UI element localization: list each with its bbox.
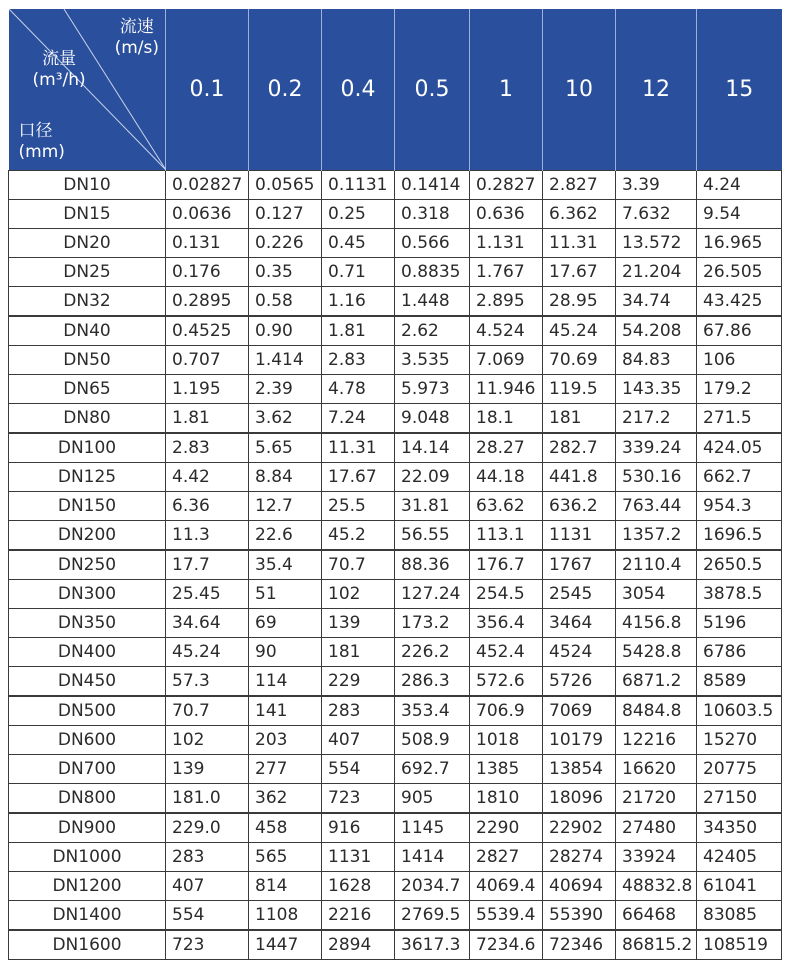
flow-value-cell: 356.4 bbox=[470, 609, 543, 638]
flow-value-cell: 3.39 bbox=[616, 171, 697, 200]
flow-value-cell: 7.24 bbox=[322, 404, 395, 434]
flow-value-cell: 1.195 bbox=[166, 375, 249, 404]
flow-label: 流量 bbox=[42, 49, 77, 69]
flow-value-cell: 8484.8 bbox=[616, 696, 697, 726]
flow-value-cell: 4524 bbox=[543, 638, 616, 667]
flow-value-cell: 2034.7 bbox=[395, 872, 470, 901]
flow-value-cell: 179.2 bbox=[697, 375, 782, 404]
flow-value-cell: 2290 bbox=[470, 813, 543, 843]
flow-value-cell: 13.572 bbox=[616, 229, 697, 258]
flow-value-cell: 3878.5 bbox=[697, 580, 782, 609]
flow-value-cell: 11.3 bbox=[166, 521, 249, 551]
table-row bbox=[9, 755, 782, 784]
flow-value-cell: 5428.8 bbox=[616, 638, 697, 667]
table-row bbox=[9, 696, 782, 726]
flow-value-cell: 21720 bbox=[616, 784, 697, 814]
flow-value-cell: 0.131 bbox=[166, 229, 249, 258]
flow-value-cell: 4.24 bbox=[697, 171, 782, 200]
table-row bbox=[9, 346, 782, 375]
flow-value-cell: 176.7 bbox=[470, 550, 543, 580]
table-row bbox=[9, 638, 782, 667]
table-row bbox=[9, 316, 782, 346]
flow-value-cell: 51 bbox=[249, 580, 322, 609]
velocity-header: 0.2 bbox=[249, 9, 322, 171]
diameter-unit: (mm) bbox=[18, 142, 65, 162]
table-row bbox=[9, 287, 782, 317]
flow-value-cell: 43.425 bbox=[697, 287, 782, 317]
flow-value-cell: 353.4 bbox=[395, 696, 470, 726]
flow-value-cell: 141 bbox=[249, 696, 322, 726]
flow-value-cell: 1357.2 bbox=[616, 521, 697, 551]
speed-unit: (m/s) bbox=[114, 38, 159, 58]
flow-value-cell: 0.226 bbox=[249, 229, 322, 258]
flow-value-cell: 283 bbox=[322, 696, 395, 726]
diameter-cell: DN80 bbox=[9, 404, 166, 434]
flow-value-cell: 2894 bbox=[322, 930, 395, 960]
flow-value-cell: 25.45 bbox=[166, 580, 249, 609]
velocity-header: 0.5 bbox=[395, 9, 470, 171]
flow-value-cell: 0.45 bbox=[322, 229, 395, 258]
flow-value-cell: 0.90 bbox=[249, 316, 322, 346]
flow-value-cell: 54.208 bbox=[616, 316, 697, 346]
diameter-cell: DN700 bbox=[9, 755, 166, 784]
speed-label-group bbox=[115, 17, 159, 59]
flow-value-cell: 102 bbox=[322, 580, 395, 609]
flow-value-cell: 2.62 bbox=[395, 316, 470, 346]
flow-value-cell: 5196 bbox=[697, 609, 782, 638]
flow-value-cell: 2.827 bbox=[543, 171, 616, 200]
flow-value-cell: 10603.5 bbox=[697, 696, 782, 726]
flow-value-cell: 217.2 bbox=[616, 404, 697, 434]
flow-value-cell: 2.83 bbox=[322, 346, 395, 375]
flow-value-cell: 407 bbox=[322, 726, 395, 755]
flow-value-cell: 9.048 bbox=[395, 404, 470, 434]
flow-value-cell: 0.2895 bbox=[166, 287, 249, 317]
flow-value-cell: 662.7 bbox=[697, 463, 782, 492]
flow-value-cell: 229 bbox=[322, 667, 395, 697]
flow-value-cell: 7.069 bbox=[470, 346, 543, 375]
diameter-cell: DN100 bbox=[9, 433, 166, 463]
flow-value-cell: 286.3 bbox=[395, 667, 470, 697]
flow-value-cell: 88.36 bbox=[395, 550, 470, 580]
diameter-cell: DN10 bbox=[9, 171, 166, 200]
flow-value-cell: 916 bbox=[322, 813, 395, 843]
diameter-cell: DN250 bbox=[9, 550, 166, 580]
flow-value-cell: 139 bbox=[166, 755, 249, 784]
flow-value-cell: 1.448 bbox=[395, 287, 470, 317]
flow-value-cell: 8589 bbox=[697, 667, 782, 697]
flow-value-cell: 0.707 bbox=[166, 346, 249, 375]
flow-value-cell: 3.535 bbox=[395, 346, 470, 375]
flow-value-cell: 1145 bbox=[395, 813, 470, 843]
flow-value-cell: 203 bbox=[249, 726, 322, 755]
flow-value-cell: 4069.4 bbox=[470, 872, 543, 901]
table-row bbox=[9, 171, 782, 200]
flow-value-cell: 271.5 bbox=[697, 404, 782, 434]
table-row bbox=[9, 492, 782, 521]
table-body bbox=[9, 171, 782, 960]
flow-value-cell: 17.7 bbox=[166, 550, 249, 580]
flow-value-cell: 1414 bbox=[395, 843, 470, 872]
velocity-header: 15 bbox=[697, 9, 782, 171]
flow-value-cell: 11.31 bbox=[543, 229, 616, 258]
flow-value-cell: 55390 bbox=[543, 901, 616, 931]
flow-value-cell: 173.2 bbox=[395, 609, 470, 638]
table-row bbox=[9, 667, 782, 697]
diameter-label: 口径 bbox=[18, 121, 53, 141]
flow-value-cell: 1.131 bbox=[470, 229, 543, 258]
flow-value-cell: 114 bbox=[249, 667, 322, 697]
flow-value-cell: 22.09 bbox=[395, 463, 470, 492]
diameter-cell: DN450 bbox=[9, 667, 166, 697]
flow-value-cell: 1.81 bbox=[166, 404, 249, 434]
table-row bbox=[9, 463, 782, 492]
flow-value-cell: 90 bbox=[249, 638, 322, 667]
header-row bbox=[9, 9, 782, 171]
flow-value-cell: 63.62 bbox=[470, 492, 543, 521]
flow-value-cell: 48832.8 bbox=[616, 872, 697, 901]
flow-value-cell: 70.7 bbox=[322, 550, 395, 580]
velocity-header: 0.4 bbox=[322, 9, 395, 171]
flow-value-cell: 6871.2 bbox=[616, 667, 697, 697]
flow-value-cell: 339.24 bbox=[616, 433, 697, 463]
flow-value-cell: 2650.5 bbox=[697, 550, 782, 580]
flow-value-cell: 254.5 bbox=[470, 580, 543, 609]
flow-value-cell: 14.14 bbox=[395, 433, 470, 463]
flow-value-cell: 18.1 bbox=[470, 404, 543, 434]
flow-value-cell: 814 bbox=[249, 872, 322, 901]
flow-value-cell: 508.9 bbox=[395, 726, 470, 755]
table-row bbox=[9, 901, 782, 931]
diameter-cell: DN1200 bbox=[9, 872, 166, 901]
flow-value-cell: 2.39 bbox=[249, 375, 322, 404]
flow-value-cell: 139 bbox=[322, 609, 395, 638]
flow-value-cell: 452.4 bbox=[470, 638, 543, 667]
flow-value-cell: 181.0 bbox=[166, 784, 249, 814]
table-row bbox=[9, 609, 782, 638]
flow-value-cell: 407 bbox=[166, 872, 249, 901]
flow-value-cell: 7069 bbox=[543, 696, 616, 726]
table-row bbox=[9, 404, 782, 434]
flow-value-cell: 181 bbox=[322, 638, 395, 667]
diameter-cell: DN500 bbox=[9, 696, 166, 726]
flow-value-cell: 554 bbox=[322, 755, 395, 784]
flow-value-cell: 565 bbox=[249, 843, 322, 872]
flow-value-cell: 45.24 bbox=[543, 316, 616, 346]
flow-value-cell: 108519 bbox=[697, 930, 782, 960]
flow-value-cell: 7.632 bbox=[616, 200, 697, 229]
flow-value-cell: 905 bbox=[395, 784, 470, 814]
flow-value-cell: 17.67 bbox=[322, 463, 395, 492]
flow-value-cell: 31.81 bbox=[395, 492, 470, 521]
flow-value-cell: 42405 bbox=[697, 843, 782, 872]
flow-value-cell: 83085 bbox=[697, 901, 782, 931]
flow-value-cell: 28.95 bbox=[543, 287, 616, 317]
flow-value-cell: 723 bbox=[166, 930, 249, 960]
diameter-cell: DN1600 bbox=[9, 930, 166, 960]
flow-value-cell: 0.71 bbox=[322, 258, 395, 287]
flow-value-cell: 70.7 bbox=[166, 696, 249, 726]
flow-value-cell: 1131 bbox=[322, 843, 395, 872]
flow-value-cell: 10179 bbox=[543, 726, 616, 755]
flow-value-cell: 25.5 bbox=[322, 492, 395, 521]
flow-value-cell: 45.2 bbox=[322, 521, 395, 551]
diameter-cell: DN900 bbox=[9, 813, 166, 843]
flow-value-cell: 0.2827 bbox=[470, 171, 543, 200]
flow-value-cell: 67.86 bbox=[697, 316, 782, 346]
flow-value-cell: 0.1131 bbox=[322, 171, 395, 200]
flow-value-cell: 572.6 bbox=[470, 667, 543, 697]
diameter-cell: DN350 bbox=[9, 609, 166, 638]
flow-value-cell: 0.35 bbox=[249, 258, 322, 287]
flow-value-cell: 1108 bbox=[249, 901, 322, 931]
flow-value-cell: 0.0636 bbox=[166, 200, 249, 229]
flow-value-cell: 6.362 bbox=[543, 200, 616, 229]
speed-label: 流速 bbox=[119, 17, 154, 37]
flow-value-cell: 20775 bbox=[697, 755, 782, 784]
flow-value-cell: 530.16 bbox=[616, 463, 697, 492]
diameter-cell: DN150 bbox=[9, 492, 166, 521]
flow-value-cell: 1810 bbox=[470, 784, 543, 814]
flow-value-cell: 27480 bbox=[616, 813, 697, 843]
flow-value-cell: 706.9 bbox=[470, 696, 543, 726]
flow-value-cell: 143.35 bbox=[616, 375, 697, 404]
flow-value-cell: 86815.2 bbox=[616, 930, 697, 960]
flow-value-cell: 181 bbox=[543, 404, 616, 434]
diameter-cell: DN600 bbox=[9, 726, 166, 755]
flow-value-cell: 26.505 bbox=[697, 258, 782, 287]
flow-value-cell: 16620 bbox=[616, 755, 697, 784]
flow-value-cell: 5726 bbox=[543, 667, 616, 697]
flow-value-cell: 1385 bbox=[470, 755, 543, 784]
flow-value-cell: 34350 bbox=[697, 813, 782, 843]
diameter-cell: DN15 bbox=[9, 200, 166, 229]
flow-rate-table bbox=[8, 9, 782, 960]
flow-rate-table-container bbox=[8, 9, 781, 960]
flow-value-cell: 27150 bbox=[697, 784, 782, 814]
flow-value-cell: 84.83 bbox=[616, 346, 697, 375]
flow-value-cell: 954.3 bbox=[697, 492, 782, 521]
diameter-cell: DN800 bbox=[9, 784, 166, 814]
table-row bbox=[9, 200, 782, 229]
flow-value-cell: 1018 bbox=[470, 726, 543, 755]
flow-value-cell: 12.7 bbox=[249, 492, 322, 521]
flow-value-cell: 3464 bbox=[543, 609, 616, 638]
velocity-header: 0.1 bbox=[166, 9, 249, 171]
flow-value-cell: 554 bbox=[166, 901, 249, 931]
flow-value-cell: 0.566 bbox=[395, 229, 470, 258]
flow-value-cell: 1.16 bbox=[322, 287, 395, 317]
flow-value-cell: 21.204 bbox=[616, 258, 697, 287]
flow-value-cell: 282.7 bbox=[543, 433, 616, 463]
flow-value-cell: 6.36 bbox=[166, 492, 249, 521]
flow-value-cell: 40694 bbox=[543, 872, 616, 901]
flow-value-cell: 277 bbox=[249, 755, 322, 784]
flow-value-cell: 283 bbox=[166, 843, 249, 872]
flow-value-cell: 12216 bbox=[616, 726, 697, 755]
flow-value-cell: 1131 bbox=[543, 521, 616, 551]
table-row bbox=[9, 550, 782, 580]
table-row bbox=[9, 229, 782, 258]
flow-value-cell: 1.414 bbox=[249, 346, 322, 375]
flow-value-cell: 229.0 bbox=[166, 813, 249, 843]
table-row bbox=[9, 813, 782, 843]
flow-value-cell: 1696.5 bbox=[697, 521, 782, 551]
table-row bbox=[9, 872, 782, 901]
flow-value-cell: 1.767 bbox=[470, 258, 543, 287]
flow-value-cell: 119.5 bbox=[543, 375, 616, 404]
velocity-header: 10 bbox=[543, 9, 616, 171]
flow-value-cell: 458 bbox=[249, 813, 322, 843]
flow-value-cell: 5.65 bbox=[249, 433, 322, 463]
flow-value-cell: 692.7 bbox=[395, 755, 470, 784]
diameter-label-group bbox=[19, 121, 65, 163]
flow-value-cell: 61041 bbox=[697, 872, 782, 901]
diameter-cell: DN200 bbox=[9, 521, 166, 551]
flow-value-cell: 18096 bbox=[543, 784, 616, 814]
flow-value-cell: 2.895 bbox=[470, 287, 543, 317]
diameter-cell: DN1400 bbox=[9, 901, 166, 931]
flow-value-cell: 0.127 bbox=[249, 200, 322, 229]
flow-value-cell: 113.1 bbox=[470, 521, 543, 551]
flow-label-group bbox=[33, 49, 86, 91]
velocity-header: 1 bbox=[470, 9, 543, 171]
velocity-header: 12 bbox=[616, 9, 697, 171]
flow-value-cell: 226.2 bbox=[395, 638, 470, 667]
flow-value-cell: 70.69 bbox=[543, 346, 616, 375]
table-row bbox=[9, 521, 782, 551]
diameter-cell: DN1000 bbox=[9, 843, 166, 872]
diameter-cell: DN300 bbox=[9, 580, 166, 609]
flow-value-cell: 7234.6 bbox=[470, 930, 543, 960]
flow-value-cell: 11.946 bbox=[470, 375, 543, 404]
flow-value-cell: 0.8835 bbox=[395, 258, 470, 287]
diameter-cell: DN50 bbox=[9, 346, 166, 375]
table-row bbox=[9, 258, 782, 287]
flow-value-cell: 2110.4 bbox=[616, 550, 697, 580]
table-row bbox=[9, 580, 782, 609]
flow-value-cell: 22902 bbox=[543, 813, 616, 843]
table-row bbox=[9, 433, 782, 463]
diameter-cell: DN125 bbox=[9, 463, 166, 492]
flow-value-cell: 69 bbox=[249, 609, 322, 638]
flow-value-cell: 56.55 bbox=[395, 521, 470, 551]
flow-value-cell: 0.4525 bbox=[166, 316, 249, 346]
flow-value-cell: 16.965 bbox=[697, 229, 782, 258]
flow-value-cell: 34.64 bbox=[166, 609, 249, 638]
flow-value-cell: 3054 bbox=[616, 580, 697, 609]
flow-value-cell: 2216 bbox=[322, 901, 395, 931]
flow-value-cell: 0.636 bbox=[470, 200, 543, 229]
flow-value-cell: 17.67 bbox=[543, 258, 616, 287]
flow-value-cell: 3.62 bbox=[249, 404, 322, 434]
flow-value-cell: 2545 bbox=[543, 580, 616, 609]
flow-value-cell: 3617.3 bbox=[395, 930, 470, 960]
flow-value-cell: 1447 bbox=[249, 930, 322, 960]
flow-value-cell: 13854 bbox=[543, 755, 616, 784]
diameter-cell: DN400 bbox=[9, 638, 166, 667]
table-row bbox=[9, 375, 782, 404]
table-row bbox=[9, 930, 782, 960]
flow-value-cell: 127.24 bbox=[395, 580, 470, 609]
flow-value-cell: 66468 bbox=[616, 901, 697, 931]
flow-value-cell: 22.6 bbox=[249, 521, 322, 551]
flow-value-cell: 0.1414 bbox=[395, 171, 470, 200]
flow-value-cell: 0.0565 bbox=[249, 171, 322, 200]
flow-value-cell: 1.81 bbox=[322, 316, 395, 346]
diameter-cell: DN40 bbox=[9, 316, 166, 346]
flow-value-cell: 0.176 bbox=[166, 258, 249, 287]
diameter-cell: DN20 bbox=[9, 229, 166, 258]
flow-value-cell: 2827 bbox=[470, 843, 543, 872]
flow-value-cell: 8.84 bbox=[249, 463, 322, 492]
flow-value-cell: 362 bbox=[249, 784, 322, 814]
flow-value-cell: 4.42 bbox=[166, 463, 249, 492]
flow-unit: (m³/h) bbox=[32, 70, 86, 90]
flow-value-cell: 106 bbox=[697, 346, 782, 375]
flow-value-cell: 102 bbox=[166, 726, 249, 755]
flow-value-cell: 763.44 bbox=[616, 492, 697, 521]
flow-value-cell: 6786 bbox=[697, 638, 782, 667]
flow-value-cell: 11.31 bbox=[322, 433, 395, 463]
flow-value-cell: 723 bbox=[322, 784, 395, 814]
flow-value-cell: 0.318 bbox=[395, 200, 470, 229]
flow-value-cell: 4.524 bbox=[470, 316, 543, 346]
flow-value-cell: 0.25 bbox=[322, 200, 395, 229]
flow-value-cell: 28274 bbox=[543, 843, 616, 872]
flow-value-cell: 4.78 bbox=[322, 375, 395, 404]
flow-value-cell: 0.58 bbox=[249, 287, 322, 317]
flow-value-cell: 1628 bbox=[322, 872, 395, 901]
flow-value-cell: 1767 bbox=[543, 550, 616, 580]
flow-value-cell: 0.02827 bbox=[166, 171, 249, 200]
flow-value-cell: 9.54 bbox=[697, 200, 782, 229]
diameter-cell: DN25 bbox=[9, 258, 166, 287]
flow-value-cell: 57.3 bbox=[166, 667, 249, 697]
flow-value-cell: 28.27 bbox=[470, 433, 543, 463]
diameter-cell: DN65 bbox=[9, 375, 166, 404]
flow-value-cell: 34.74 bbox=[616, 287, 697, 317]
table-row bbox=[9, 784, 782, 814]
flow-value-cell: 2769.5 bbox=[395, 901, 470, 931]
flow-value-cell: 44.18 bbox=[470, 463, 543, 492]
flow-value-cell: 2.83 bbox=[166, 433, 249, 463]
flow-value-cell: 441.8 bbox=[543, 463, 616, 492]
flow-value-cell: 33924 bbox=[616, 843, 697, 872]
table-row bbox=[9, 843, 782, 872]
flow-value-cell: 45.24 bbox=[166, 638, 249, 667]
flow-value-cell: 636.2 bbox=[543, 492, 616, 521]
flow-value-cell: 35.4 bbox=[249, 550, 322, 580]
flow-value-cell: 5539.4 bbox=[470, 901, 543, 931]
flow-value-cell: 424.05 bbox=[697, 433, 782, 463]
flow-value-cell: 4156.8 bbox=[616, 609, 697, 638]
corner-header-cell bbox=[9, 9, 166, 171]
flow-value-cell: 5.973 bbox=[395, 375, 470, 404]
flow-value-cell: 15270 bbox=[697, 726, 782, 755]
flow-value-cell: 72346 bbox=[543, 930, 616, 960]
diameter-cell: DN32 bbox=[9, 287, 166, 317]
table-row bbox=[9, 726, 782, 755]
